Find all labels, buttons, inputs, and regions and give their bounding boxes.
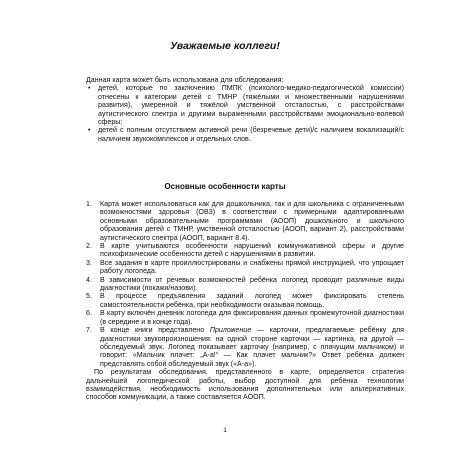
item-text: В зависимости от речевых возможностей ребёнка логопед проводит различные виды диагностики (покажи/назови). <box>100 275 404 293</box>
feature-item <box>86 309 404 326</box>
feature-item <box>86 292 404 309</box>
item-number: 1. <box>86 200 92 208</box>
page-title: Уважаемые коллеги! <box>170 40 280 52</box>
intro-lead: Данная карта может быть использована для обследования: <box>86 76 284 84</box>
item-number: 3. <box>86 258 92 267</box>
item-text-italic: Приложение <box>209 326 252 335</box>
item-text: Карта может использоваться как для дошкольника, так и для школьника с ограниченными возможностями здоровья (ОВЗ) в соответствии с примерными адаптированными основными образовательными программами (АООП) дошкольного и школьного образования детей с ТМНР, умственной отсталостью (АООП, вариант 2), расстройствами аутистического спектра (АООП, вариант 8.4). <box>100 200 404 242</box>
features-list <box>86 200 404 368</box>
intro-bullet: • детей с полным отсутствием активной речи (безречевые дети)/с наличием вокализаций/с наличием звукокомплексов и отдельных слов. <box>86 126 404 143</box>
intro-section <box>86 76 404 143</box>
feature-item <box>86 276 404 293</box>
item-number: 7. <box>86 326 92 335</box>
feature-item <box>86 242 404 259</box>
item-text-before: В конце книги представлено <box>100 326 210 335</box>
item-text-after: — карточки, предлагаемые ребёнку для диагностики звукопроизношения: на одной стороне карточки — картинка, на другой — обследуемый звук. Логопед показывает карточку (например, с плачущим мальчиком) и говорит: «Мальчик плачет: „А-а!“ — Как плачет мальчик?» Ответ ребёнка должен представлять собой обследуемый звук («А-а»). <box>100 326 404 368</box>
page-number: 1 <box>223 427 227 434</box>
section-title: Основные особенности карты <box>164 182 286 191</box>
conclusion-paragraph: По результатам обследования, представленного в карте, определяется стратегия дальнейшей логопедической работы, выбор доступной для ребёнка технологии взаимодействия, необходимость использования дополнительных или альтернативных способов коммуникации, а также составляется АООП. <box>86 368 404 402</box>
item-text: Все задания в карте проиллюстрированы и снабжены прямой инструкцией, что упрощает работу логопеда. <box>100 258 404 276</box>
features-section <box>86 200 404 402</box>
item-text: В карте учитываются особенности нарушений коммуникативной сферы и другие психофизические особенности детей с нарушениями в развитии. <box>100 242 404 259</box>
item-number: 4. <box>86 275 92 284</box>
feature-item <box>86 326 404 368</box>
item-number: 5. <box>86 292 92 301</box>
item-text: В карту включён дневник логопеда для фиксирования данных промежуточной диагностики (в середине и в конце года). <box>100 309 404 326</box>
feature-item <box>86 259 404 276</box>
item-number: 6. <box>86 309 92 318</box>
intro-bullet: • детей, которые по заключению ПМПК (психолого-медико-педагогической комиссии) отнесены к категории детей с ТМНР (тяжёлыми и множественными нарушениями развития), умеренной и тяжёлой умственной отсталостью, с расстройствами аутистического спектра и другими выраженными расстройствами эмоционально-волевой сферы; <box>86 84 404 126</box>
item-text: В процессе предъявления заданий логопед может фиксировать степень самостоятельности ребёнка, при необходимости оказывая помощь. <box>100 292 404 309</box>
feature-item <box>86 200 404 242</box>
item-number: 2. <box>86 242 92 251</box>
intro-bullet-list <box>86 84 404 143</box>
